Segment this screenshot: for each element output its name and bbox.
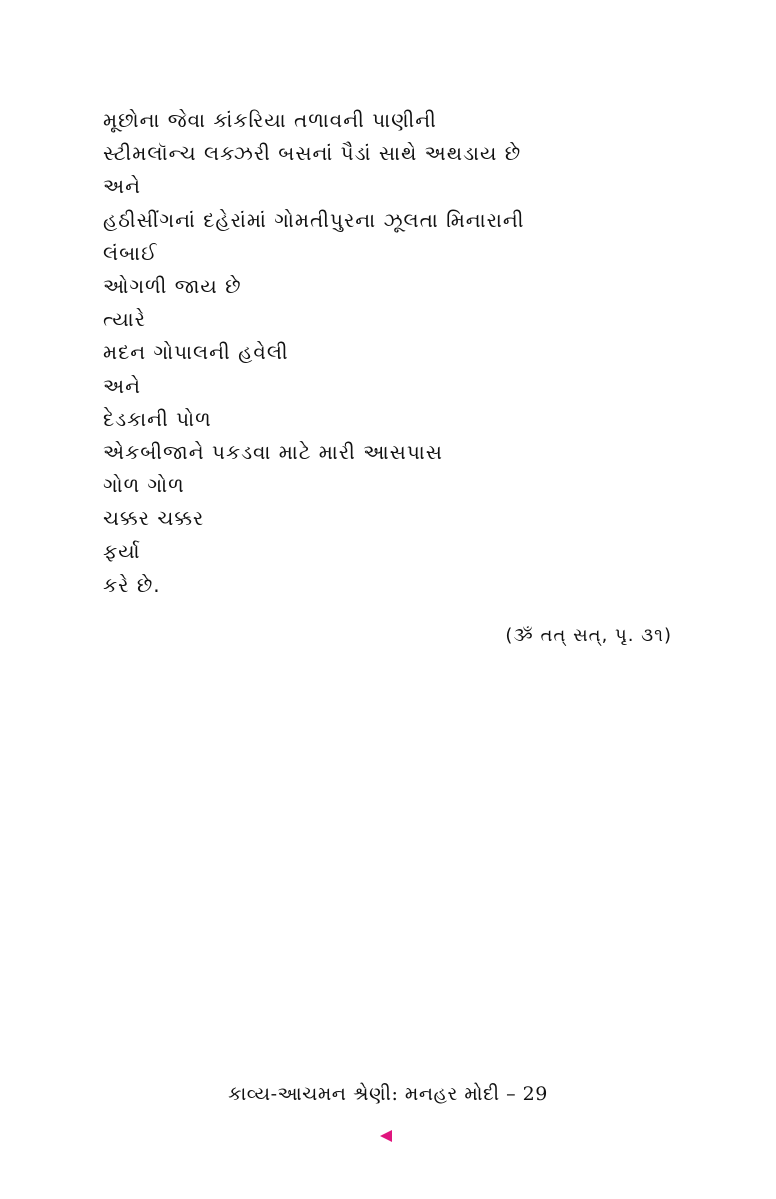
poem-line: એકબીજાને પકડવા માટે મારી આસપાસ bbox=[103, 439, 443, 464]
poem-line: દેડકાની પોળ bbox=[103, 406, 212, 431]
poem-line: ફર્યા bbox=[103, 539, 141, 564]
poem-line: કરે છે. bbox=[103, 572, 161, 597]
poem-line: અને bbox=[103, 174, 141, 199]
poem-line: ગોળ ગોળ bbox=[103, 473, 185, 498]
left-triangle-icon[interactable] bbox=[379, 1129, 393, 1143]
poem-line: લંબાઈ bbox=[103, 240, 158, 265]
poem-line: મૂછોના જેવા કાંકરિયા તળાવની પાણીની bbox=[103, 108, 437, 132]
poem-line: અને bbox=[103, 373, 141, 398]
poem-line: સ્ટીમલૉન્ચ લક્ઝરી બસનાં પૈડાં સાથે અથડાય છે bbox=[103, 141, 522, 166]
poem-line: મદન ગોપાલની હવેલી bbox=[103, 340, 289, 365]
poem-line: હઠીસીંગનાં દહેરાંમાં ગોમતીપુરના ઝૂલતા મિનારાની bbox=[103, 207, 525, 232]
poem-line: ચક્કર ચક્કર bbox=[103, 506, 205, 531]
poem-body bbox=[103, 104, 703, 602]
poem-line: ઓગળી જાય છે bbox=[103, 273, 242, 298]
source-citation: (ૐ તત્ સત્, પૃ. ૩૧) bbox=[505, 625, 672, 646]
page-footer: કાવ્ય-આચમન શ્રેણી: મનહર મોદી – 29 bbox=[228, 1083, 548, 1105]
poem-line: ત્યારે bbox=[103, 307, 146, 332]
